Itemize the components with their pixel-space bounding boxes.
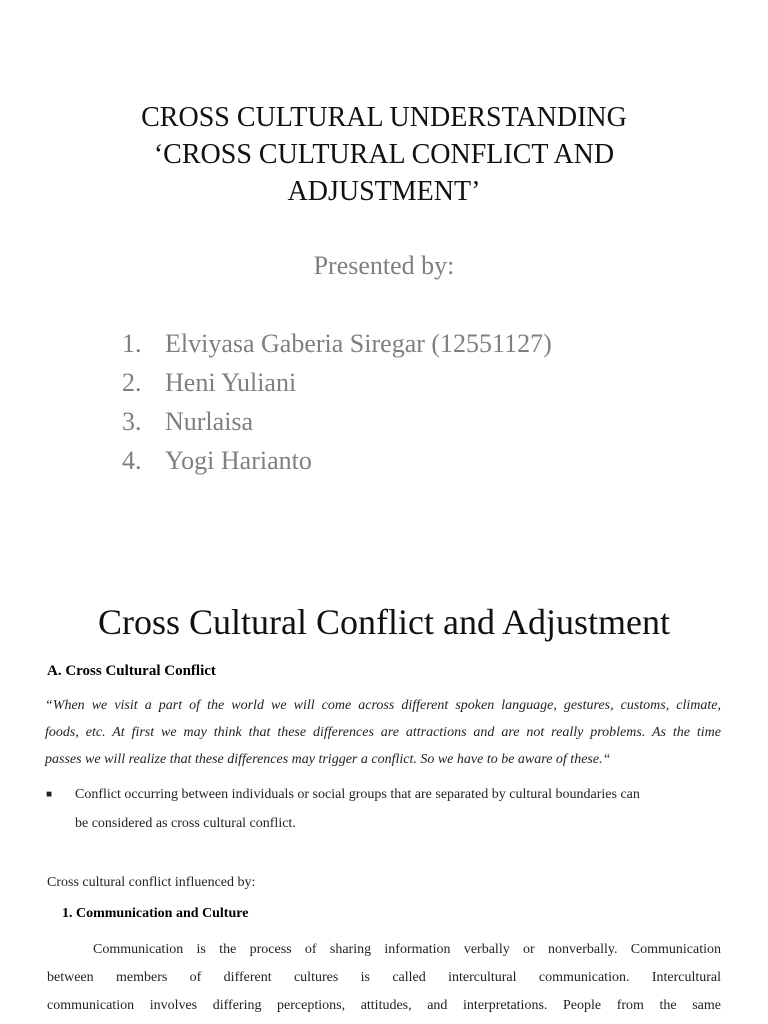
member-item: [122, 443, 552, 482]
member-item: [122, 365, 552, 404]
member-name: Heni Yuliani: [165, 368, 297, 397]
member-list: [122, 326, 552, 482]
quote-line: foods, etc. At first we may think that these differences are attractions and are not really problems. As the time: [45, 725, 721, 740]
cover-title-line-2: ‘CROSS CULTURAL CONFLICT AND: [153, 139, 615, 170]
communication-paragraph: [47, 936, 721, 1020]
definition-bullet: [46, 780, 722, 838]
paragraph-line: between members of different cultures is called intercultural communication. Intercultural: [47, 970, 721, 985]
bullet-line: Conflict occurring between individuals or social groups that are separated by cultural boundaries can: [75, 787, 640, 802]
bullet-text: [75, 780, 722, 838]
member-name: Yogi Harianto: [165, 446, 312, 475]
intro-quote: [45, 692, 721, 773]
member-item: [122, 404, 552, 443]
member-name: Nurlaisa: [165, 407, 254, 436]
bullet-line: be considered as cross cultural conflict.: [75, 816, 296, 831]
influenced-by-label: Cross cultural conflict influenced by:: [47, 875, 256, 890]
subheading-cross-cultural-conflict: A. Cross Cultural Conflict: [47, 663, 216, 679]
cover-title-line-1: CROSS CULTURAL UNDERSTANDING: [141, 102, 627, 133]
bullet-marker: ■: [46, 789, 53, 800]
subheading-communication-culture: 1. Communication and Culture: [62, 906, 249, 921]
quote-line: passes we will realize that these differences may trigger a conflict. So we have to be aware of these.“: [45, 752, 611, 767]
cover-title-line-3: ADJUSTMENT’: [287, 176, 481, 207]
section-title: Cross Cultural Conflict and Adjustment: [98, 602, 670, 642]
quote-line: “When we visit a part of the world we will come across different spoken language, gestures, customs, climate,: [45, 698, 721, 713]
member-number: 3.: [122, 407, 142, 436]
presented-by-label: Presented by:: [313, 251, 455, 280]
member-number: 2.: [122, 368, 142, 397]
member-item: [122, 326, 552, 365]
member-number: 1.: [122, 329, 142, 358]
paragraph-line: communication involves differing perceptions, attitudes, and interpretations. People from the same: [47, 998, 721, 1013]
member-number: 4.: [122, 446, 142, 475]
member-name: Elviyasa Gaberia Siregar (12551127): [165, 329, 552, 358]
cover-title: [0, 99, 768, 210]
paragraph-line: Communication is the process of sharing information verbally or nonverbally. Communication: [93, 942, 721, 957]
